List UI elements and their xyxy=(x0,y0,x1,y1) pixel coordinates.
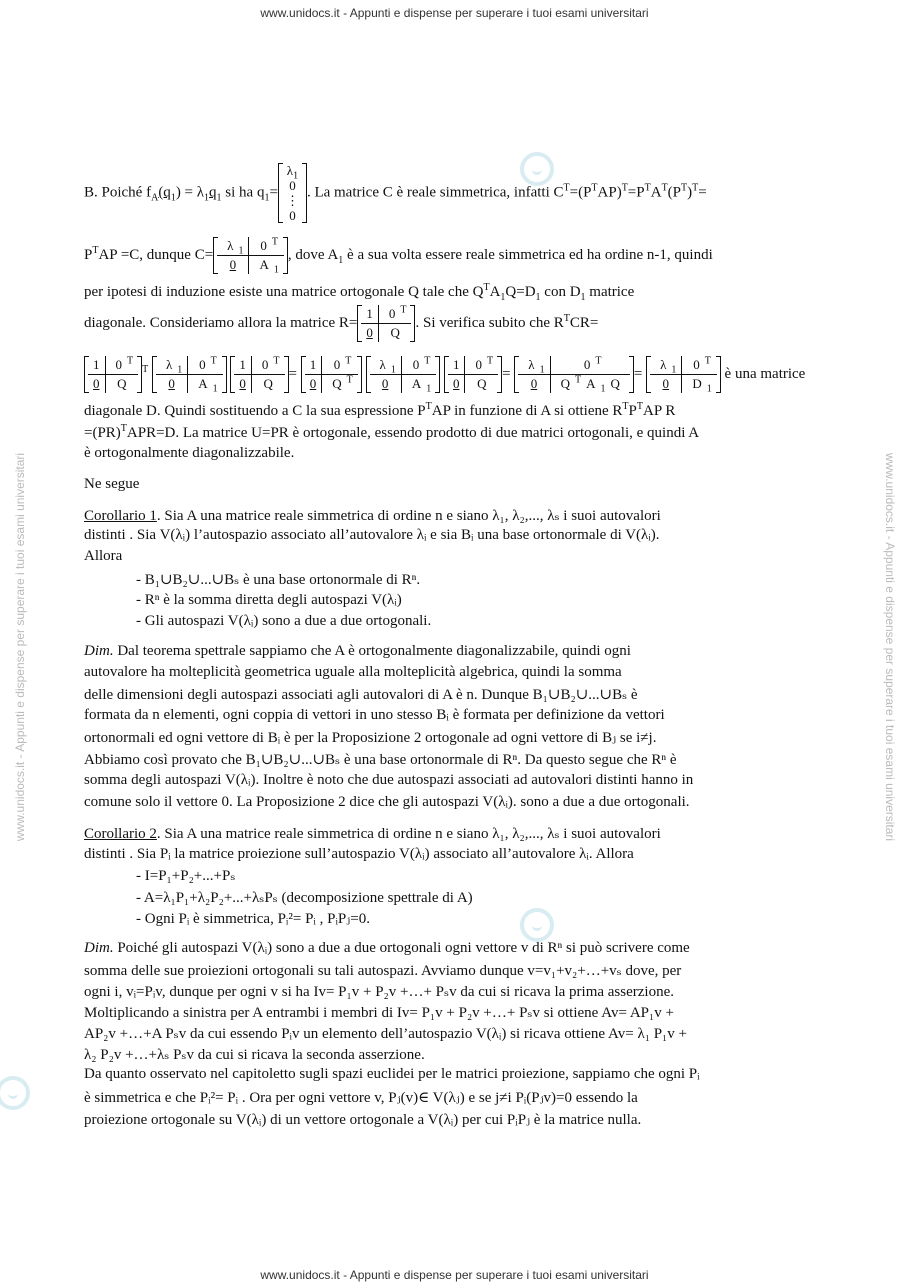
corollario-2-line-2: distinti . Sia Pᵢ la matrice proiezione sull’autospazio V(λᵢ) associato all’autovalore λᵢ. Allora xyxy=(84,846,634,862)
dim-2-line: proiezione ortogonale su V(λᵢ) di un vettore ortogonale a V(λᵢ) per cui PᵢPⱼ è la matrice nulla. xyxy=(84,1112,642,1128)
proof-line-6: diagonale D. Quindi sostituendo a C la sua espressione $P^TAP$ in funzione di A si ottiene $R^TP^TAP$ R xyxy=(84,401,676,419)
footer-watermark: www.unidocs.it - Appunti e dispense per superare i tuoi esami universitari xyxy=(260,1268,649,1282)
dim-1-line: formata da n elementi, ogni coppia di vettori in uno stesso Bᵢ è formata per definizione da vettori xyxy=(84,707,665,723)
corollario-2-title: Corollario 2 xyxy=(84,826,157,842)
header-watermark: www.unidocs.it - Appunti e dispense per superare i tuoi esami universitari xyxy=(260,6,649,20)
dim-1-line: Abbiamo così provato che B₁∪B₂∪...∪Bₛ è una base ortonormale di Rⁿ. Da questo segue che Rⁿ è xyxy=(84,752,677,768)
dim-2-line: ogni i, vᵢ=Pᵢv, dunque per ogni v si ha Iv= P₁v + P₂v +…+ Pₛv da cui si ricava la prima asserzione. xyxy=(84,984,674,1000)
dim-2-line: Dim. Poiché gli autospazi V(λᵢ) sono a due a due ortogonali ogni vettore v di Rⁿ si può scrivere come xyxy=(84,940,690,956)
unidocs-logo-icon xyxy=(0,1076,30,1110)
matrix-r-transpose: 1 0 $^T$ 0 Q xyxy=(84,356,142,393)
proof-line-3: per ipotesi di induzione esiste una matrice ortogonale Q tale che $Q^TA_1Q=D_1$ con $D_1$ matrice xyxy=(84,282,635,303)
dim-1-line: Dim. Dal teorema spettrale sappiamo che A è ortogonalmente diagonalizzabile, quindi ogni xyxy=(84,643,631,659)
corollario-1-line-3: Allora xyxy=(84,548,123,564)
corollario-2-bullet: - Ogni Pᵢ è simmetrica, Pᵢ²= Pᵢ , PᵢPⱼ=0. xyxy=(136,911,370,927)
corollario-2-bullet: - I=P₁+P₂+...+Pₛ xyxy=(136,868,236,884)
proof-line-1: B. Poiché $f_A(q_1) = \lambda_1q_1$ si ha $q_1=$ $\lambda_1$ 0 ⋮ 0 . La matrice C è reale simmetrica, infatti $C^T=(P^TAP)^T=P^TA^T(P^T)^T=$ xyxy=(84,163,707,223)
dim-1-line: somma degli autospazi V(λᵢ). Inoltre è noto che due autospazi associati ad autovalori distinti hanno in xyxy=(84,772,694,788)
unidocs-logo-icon xyxy=(520,908,554,942)
corollario-2-bullet: - A=λ₁P₁+λ₂P₂+...+λₛPₛ (decomposizione spettrale di A) xyxy=(136,890,473,906)
corollario-1-bullet: - B₁∪B₂∪...∪Bₛ è una base ortonormale di Rⁿ. xyxy=(136,572,421,588)
dim-2-line: Da quanto osservato nel capitoletto sugli spazi euclidei per le matrici proiezione, sappiamo che ogni Pᵢ xyxy=(84,1066,700,1082)
matrix-d-block: λ $_1$ 0 $^T$ 0 D $_1$ xyxy=(646,356,721,393)
corollario-1-line-1: Corollario 1. Sia A una matrice reale simmetrica di ordine n e siano λ₁, λ₂,..., λₛ i suoi autovalori xyxy=(84,508,661,524)
proof-line-5-matrix-product: 1 0 $^T$ 0 Q $^T$ λ $_1$ 0 $^T$ 0 A $_1$ 1 0 $^T$ 0 Q = 1 0 $^T$ 0 Q $^T$ λ $_1$ 0 $^T$ 0 A $_1$ 1 0 $^T$ 0 Q = λ $_1$ 0 $^T$ 0 Q $^T$ A $_1$ Q = λ $_1$ 0 $^T$ 0 D $_1$ è una matrice xyxy=(84,356,805,393)
matrix-qta1q-block: λ $_1$ 0 $^T$ 0 Q $^T$ A $_1$ Q xyxy=(514,356,634,393)
vector-q1: $\lambda_1$ 0 ⋮ 0 xyxy=(278,163,307,223)
proof-line-8: è ortogonalmente diagonalizzabile. xyxy=(84,445,295,461)
dim-2-line: AP₂v +…+A Pₛv da cui essendo Pᵢv un elemento dell’autospazio V(λᵢ) si ricava ottiene Av= λ₁ P₁v + xyxy=(84,1026,687,1042)
right-side-watermark: www.unidocs.it - Appunti e dispense per superare i tuoi esami universitari xyxy=(883,452,897,842)
dim-2-line: è simmetrica e che Pᵢ²= Pᵢ . Ora per ogni vettore v, Pⱼ(v)∈ V(λⱼ) e se j≠i Pᵢ(Pⱼv)=0 essendo la xyxy=(84,1090,638,1106)
corollario-1-bullet: - Gli autospazi V(λᵢ) sono a due a due ortogonali. xyxy=(136,613,432,629)
dim-1-line: comune solo il vettore 0. La Proposizione 2 dice che gli autospazi V(λᵢ). sono a due a due ortogonali. xyxy=(84,794,690,810)
dim-1-line: ortonormali ed ogni vettore di Bᵢ è per la Proposizione 2 ortogonale ad ogni vettore di Bⱼ se i≠j. xyxy=(84,730,657,746)
dim-1-line: delle dimensioni degli autospazi associati agli autovalori di A è n. Dunque B₁∪B₂∪...∪Bₛ è xyxy=(84,687,638,703)
dim-2-line: somma delle sue proiezioni ortogonali su tali autospazi. Avviamo dunque v=v₁+v₂+…+vₛ dove, per xyxy=(84,963,682,979)
left-side-watermark: www.unidocs.it - Appunti e dispense per superare i tuoi esami universitari xyxy=(13,452,27,842)
corollario-2-line-1: Corollario 2. Sia A una matrice reale simmetrica di ordine n e siano λ₁, λ₂,..., λₛ i suoi autovalori xyxy=(84,826,661,842)
dim-1-line: autovalore ha molteplicità geometrica uguale alla molteplicità algebrica, quindi la somma xyxy=(84,664,622,680)
corollario-1-line-2: distinti . Sia V(λᵢ) l’autospazio associato all’autovalore λᵢ e sia Bᵢ una base ortonormale di V(λᵢ). xyxy=(84,527,660,543)
matrix-c-block: λ $_1$ 0 $^T$ 0 A $_1$ xyxy=(152,356,227,393)
corollario-1-title: Corollario 1 xyxy=(84,508,157,524)
dim-2-line: λ₂ P₂v +…+λₛ Pₛv da cui si ricava la seconda asserzione. xyxy=(84,1047,425,1063)
proof-line-4: diagonale. Consideriamo allora la matrice R= 1 0 $^T$ 0 Q . Si verifica subito che $R^TCR=$ xyxy=(84,304,599,340)
dim-2-line: Moltiplicando a sinistra per A entrambi i membri di Iv= P₁v + P₂v +…+ Pₛv si ottiene Av= AP₁v + xyxy=(84,1005,674,1021)
matrix-r-block: 1 0 $^T$ 0 Q xyxy=(230,356,288,393)
matrix-c: λ $_1$ 0 $^T$ 0 A $_1$ xyxy=(213,237,288,274)
matrix-c-block-2: λ $_1$ 0 $^T$ 0 A $_1$ xyxy=(366,356,441,393)
proof-line-7: =(PR)$^T$APR=D. La matrice U=PR è ortogonale, essendo prodotto di due matrici ortogonali, e quindi A xyxy=(84,423,700,441)
corollario-1-bullet: - Rⁿ è la somma diretta degli autospazi V(λᵢ) xyxy=(136,592,402,608)
matrix-r-block-2: 1 0 $^T$ 0 Q xyxy=(444,356,502,393)
ne-segue: Ne segue xyxy=(84,476,140,492)
matrix-qt-block: 1 0 $^T$ 0 Q $^T$ xyxy=(301,356,362,393)
proof-line-2: $P^TAP =C$, dunque C= λ $_1$ 0 $^T$ 0 A $_1$ , dove $A_1$ è a sua volta essere reale simmetrica ed ha ordine n-1, quindi xyxy=(84,236,713,276)
matrix-r: 1 0 $^T$ 0 Q xyxy=(357,305,415,342)
